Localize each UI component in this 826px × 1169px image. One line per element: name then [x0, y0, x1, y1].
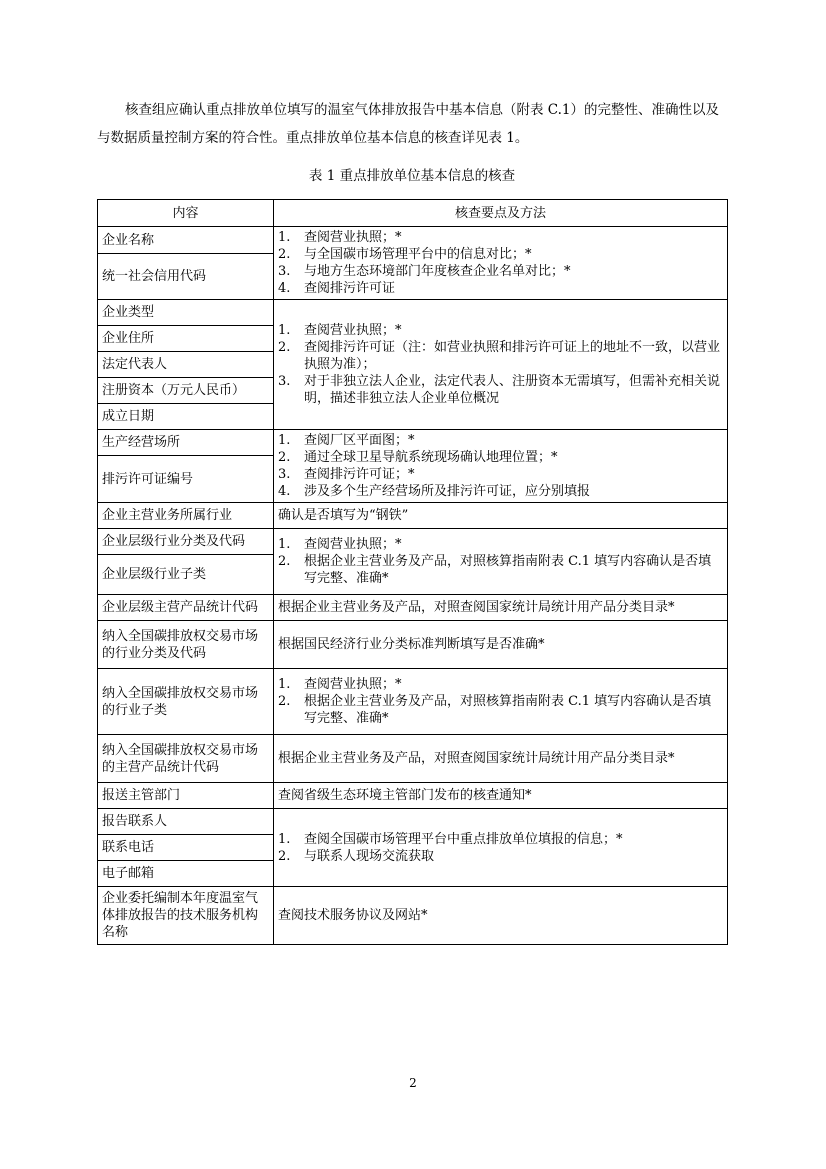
method-item	[278, 553, 723, 587]
method-item-number: 4.	[278, 484, 291, 499]
row-label: 企业住所	[98, 326, 274, 352]
table-caption: 表 1 重点排放单位基本信息的核查	[308, 168, 516, 184]
method-list	[278, 676, 723, 727]
table-row	[98, 529, 728, 555]
row-method	[274, 430, 728, 503]
method-item-number: 3.	[278, 374, 291, 389]
method-item-number: 3.	[278, 264, 291, 279]
row-label: 企业主营业务所属行业	[98, 503, 274, 529]
table-header-row	[98, 200, 728, 227]
row-method: 查阅省级生态环境主管部门发布的核查通知*	[274, 783, 728, 809]
row-method	[274, 300, 728, 430]
table-row	[98, 887, 728, 945]
method-item	[278, 676, 723, 693]
intro-paragraph: 核查组应确认重点排放单位填写的温室气体排放报告中基本信息（附表 C.1）的完整性、准确性以及与数据质量控制方案的符合性。重点排放单位基本信息的核查详见表 1。	[97, 102, 720, 146]
method-item-number: 1.	[278, 230, 291, 245]
row-method: 确认是否填写为“钢铁”	[274, 503, 728, 529]
method-item	[278, 449, 723, 466]
method-item-text: 根据企业主营业务及产品，对照核算指南附表 C.1 填写内容确认是否填写完整、准确*	[304, 554, 712, 586]
row-method	[274, 809, 728, 887]
row-method: 根据国民经济行业分类标准判断填写是否准确*	[274, 621, 728, 669]
row-label: 排污许可证编号	[98, 456, 274, 503]
row-label: 企业名称	[98, 227, 274, 254]
row-label: 统一社会信用代码	[98, 254, 274, 300]
method-item-number: 2.	[278, 694, 291, 709]
row-label: 纳入全国碳排放权交易市场的主营产品统计代码	[98, 735, 274, 783]
method-list	[278, 322, 723, 407]
table-row	[98, 809, 728, 835]
method-item-number: 4.	[278, 281, 291, 296]
row-method	[274, 669, 728, 735]
row-label: 联系电话	[98, 835, 274, 861]
method-item-text: 根据企业主营业务及产品，对照核算指南附表 C.1 填写内容确认是否填写完整、准确*	[304, 694, 712, 726]
method-item-text: 与联系人现场交流获取	[304, 848, 435, 864]
method-item	[278, 246, 723, 263]
method-item-text: 与全国碳市场管理平台中的信息对比；*	[304, 247, 532, 262]
method-item-text: 查阅营业执照；*	[304, 677, 402, 692]
table-row	[98, 300, 728, 326]
method-item-number: 1.	[278, 433, 291, 448]
method-item	[278, 432, 723, 449]
method-item-text: 查阅排污许可证（注：如营业执照和排污许可证上的地址不一致，以营业执照为准）；	[304, 340, 721, 372]
method-item-number: 2.	[278, 848, 291, 864]
row-method	[274, 529, 728, 595]
row-method: 查阅技术服务协议及网站*	[274, 887, 728, 945]
method-list	[278, 432, 723, 500]
method-item-text: 查阅排污许可证；*	[304, 467, 415, 482]
method-item-number: 1.	[278, 323, 291, 338]
method-item-number: 2.	[278, 340, 291, 355]
method-item-number: 2.	[278, 247, 291, 262]
method-item-number: 3.	[278, 467, 291, 482]
method-item-text: 与地方生态环境部门年度核查企业名单对比；*	[304, 264, 571, 279]
method-item-text: 查阅营业执照；*	[304, 323, 402, 338]
row-label: 报告联系人	[98, 809, 274, 835]
row-label: 企业层级主营产品统计代码	[98, 595, 274, 621]
header-content: 内容	[98, 200, 274, 227]
method-item-number: 1.	[278, 677, 291, 692]
method-item	[278, 831, 723, 848]
method-item-text: 查阅厂区平面图；*	[304, 433, 415, 448]
table-row	[98, 783, 728, 809]
method-item	[278, 536, 723, 553]
method-item	[278, 280, 723, 297]
row-label: 电子邮箱	[98, 861, 274, 887]
table-row	[98, 669, 728, 735]
method-item	[278, 483, 723, 500]
row-label: 企业类型	[98, 300, 274, 326]
row-label: 纳入全国碳排放权交易市场的行业子类	[98, 669, 274, 735]
method-item	[278, 373, 723, 407]
row-label: 企业层级行业分类及代码	[98, 529, 274, 555]
method-list	[278, 831, 723, 865]
method-item-text: 查阅营业执照；*	[304, 537, 402, 552]
table-row	[98, 595, 728, 621]
row-label: 企业层级行业子类	[98, 555, 274, 595]
table-row	[98, 735, 728, 783]
method-item-text: 查阅全国碳市场管理平台中重点排放单位填报的信息；*	[304, 831, 623, 847]
method-item	[278, 466, 723, 483]
method-list	[278, 229, 723, 297]
row-label: 生产经营场所	[98, 430, 274, 456]
row-method: 根据企业主营业务及产品，对照查阅国家统计局统计用产品分类目录*	[274, 595, 728, 621]
row-label: 成立日期	[98, 404, 274, 430]
row-label: 注册资本（万元人民币）	[98, 378, 274, 404]
method-item	[278, 848, 723, 865]
method-item-text: 查阅营业执照；*	[304, 230, 402, 245]
method-item-number: 2.	[278, 554, 291, 569]
row-label: 企业委托编制本年度温室气体排放报告的技术服务机构名称	[98, 887, 274, 945]
row-label: 法定代表人	[98, 352, 274, 378]
method-item-text: 对于非独立法人企业，法定代表人、注册资本无需填写，但需补充相关说明，描述非独立法人企业单位概况	[304, 374, 721, 406]
method-list	[278, 536, 723, 587]
method-item	[278, 322, 723, 339]
table-row	[98, 227, 728, 254]
method-item-number: 2.	[278, 450, 291, 465]
method-item-text: 通过全球卫星导航系统现场确认地理位置；*	[304, 450, 558, 465]
method-item	[278, 229, 723, 246]
method-item-number: 1.	[278, 831, 291, 847]
table-row	[98, 430, 728, 456]
table-row	[98, 621, 728, 669]
row-method: 根据企业主营业务及产品，对照查阅国家统计局统计用产品分类目录*	[274, 735, 728, 783]
header-method: 核查要点及方法	[274, 200, 728, 227]
row-method	[274, 227, 728, 300]
method-item	[278, 339, 723, 373]
row-label: 报送主管部门	[98, 783, 274, 809]
page-number: 2	[409, 1076, 417, 1090]
method-item	[278, 693, 723, 727]
method-item-text: 涉及多个生产经营场所及排污许可证，应分别填报	[304, 484, 591, 499]
method-item	[278, 263, 723, 280]
method-item-number: 1.	[278, 537, 291, 552]
table-row	[98, 503, 728, 529]
verification-table	[97, 199, 728, 945]
method-item-text: 查阅排污许可证	[304, 281, 396, 296]
row-label: 纳入全国碳排放权交易市场的行业分类及代码	[98, 621, 274, 669]
